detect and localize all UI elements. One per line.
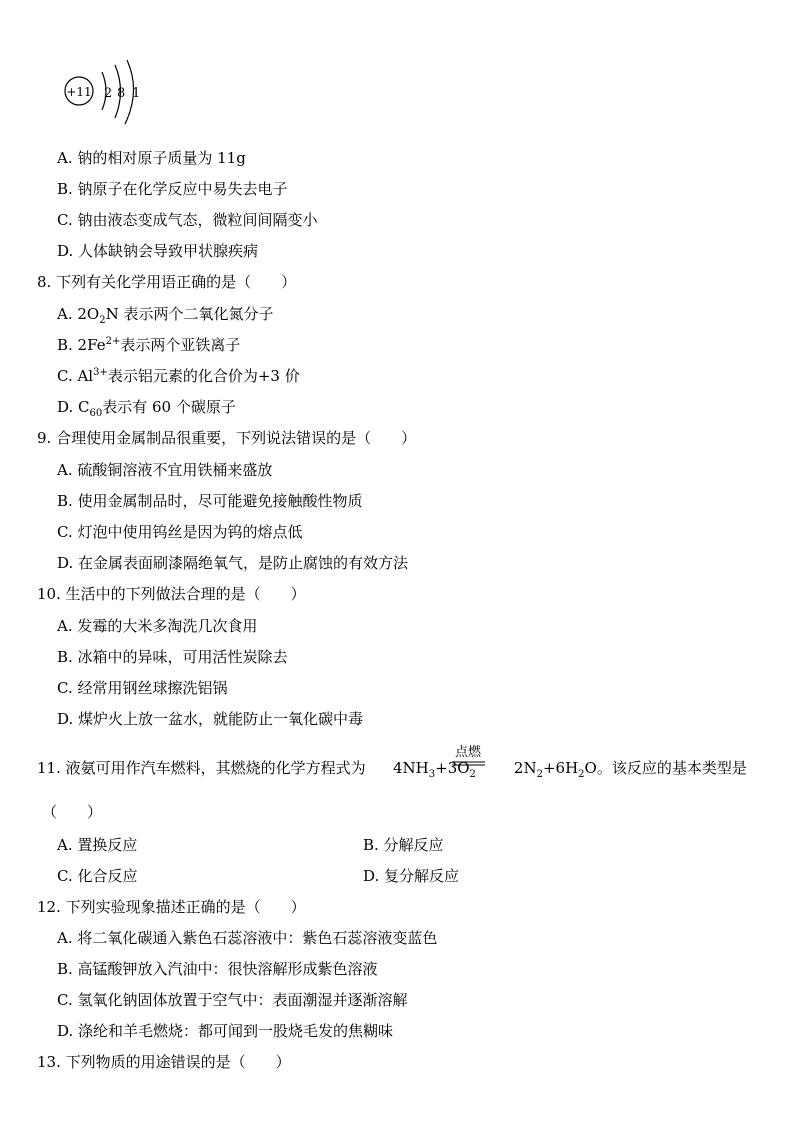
shell-2-electrons: 8: [117, 86, 126, 101]
q7-option-c: C. 钠由液态变成气态，微粒间间隔变小: [57, 211, 318, 229]
q11-option-a: A. 置换反应: [57, 836, 138, 854]
q11-option-d: D. 复分解反应: [363, 867, 460, 885]
shell-3-electrons: 1: [132, 86, 141, 101]
q12-option-c: C. 氢氧化钠固体放置于空气中：表面潮湿并逐渐溶解: [57, 991, 408, 1009]
q8-option-c: C. $Al^{3+}$表示铝元素的化合价为+3 价: [57, 367, 300, 385]
q10-option-a: A. 发霉的大米多淘洗几次食用: [57, 617, 258, 635]
q7-option-b: B. 钠原子在化学反应中易失去电子: [57, 180, 288, 198]
q8-option-a: A. $2O_2N$ 表示两个二氧化氮分子: [57, 305, 274, 326]
q11-option-b: B. 分解反应: [363, 836, 444, 854]
shell-1-electrons: 2: [104, 86, 113, 101]
q8-stem: 8. 下列有关化学用语正确的是（ ）: [37, 273, 297, 291]
q7-option-d: D. 人体缺钠会导致甲状腺疾病: [57, 242, 259, 260]
q12-stem: 12. 下列实验现象描述正确的是（ ）: [37, 898, 306, 916]
q9-stem: 9. 合理使用金属制品很重要，下列说法错误的是（ ）: [37, 429, 417, 447]
nucleus-charge: +11: [66, 85, 92, 99]
reaction-equals-sign: [452, 760, 485, 770]
q8-option-d: D. $C_{60}$表示有 60 个碳原子: [57, 398, 236, 419]
q13-stem: 13. 下列物质的用途错误的是（ ）: [37, 1053, 291, 1071]
q9-option-d: D. 在金属表面刷漆隔绝氧气，是防止腐蚀的有效方法: [57, 554, 409, 572]
equation-reactants: $4NH_3+3O_2$: [393, 759, 476, 780]
q10-stem: 10. 生活中的下列做法合理的是（ ）: [37, 585, 306, 603]
q8-option-b: B. $2Fe^{2+}$表示两个亚铁离子: [57, 336, 241, 354]
q10-option-d: D. 煤炉火上放一盆水，就能防止一氧化碳中毒: [57, 710, 364, 728]
q9-option-c: C. 灯泡中使用钨丝是因为钨的熔点低: [57, 523, 303, 541]
q9-option-b: B. 使用金属制品时，尽可能避免接触酸性物质: [57, 492, 363, 510]
q11-option-c: C. 化合反应: [57, 867, 138, 885]
q7-option-a: A. 钠的相对原子质量为 11g: [57, 149, 246, 167]
q12-option-b: B. 高锰酸钾放入汽油中：很快溶解形成紫色溶液: [57, 960, 378, 978]
q11-chemical-equation: [393, 758, 747, 778]
q11-answer-paren: （ ）: [42, 803, 103, 821]
q9-option-a: A. 硫酸铜溶液不宜用铁桶来盛放: [57, 461, 273, 479]
q11-stem: 11. 液氨可用作汽车燃料，其燃烧的化学方程式为: [37, 759, 366, 777]
sodium-atom-structure-diagram: [62, 58, 152, 130]
q10-option-c: C. 经常用钢丝球擦洗铝锅: [57, 679, 228, 697]
reaction-condition-ignite: 点燃: [455, 745, 482, 760]
q12-option-d: D. 涤纶和羊毛燃烧：都可闻到一股烧毛发的焦糊味: [57, 1022, 394, 1040]
q10-option-b: B. 冰箱中的异味，可用活性炭除去: [57, 648, 288, 666]
q12-option-a: A. 将二氧化碳通入紫色石蕊溶液中：紫色石蕊溶液变蓝色: [57, 929, 438, 947]
equation-products: $2N_2+6H_2O$。该反应的基本类型是: [513, 759, 747, 780]
